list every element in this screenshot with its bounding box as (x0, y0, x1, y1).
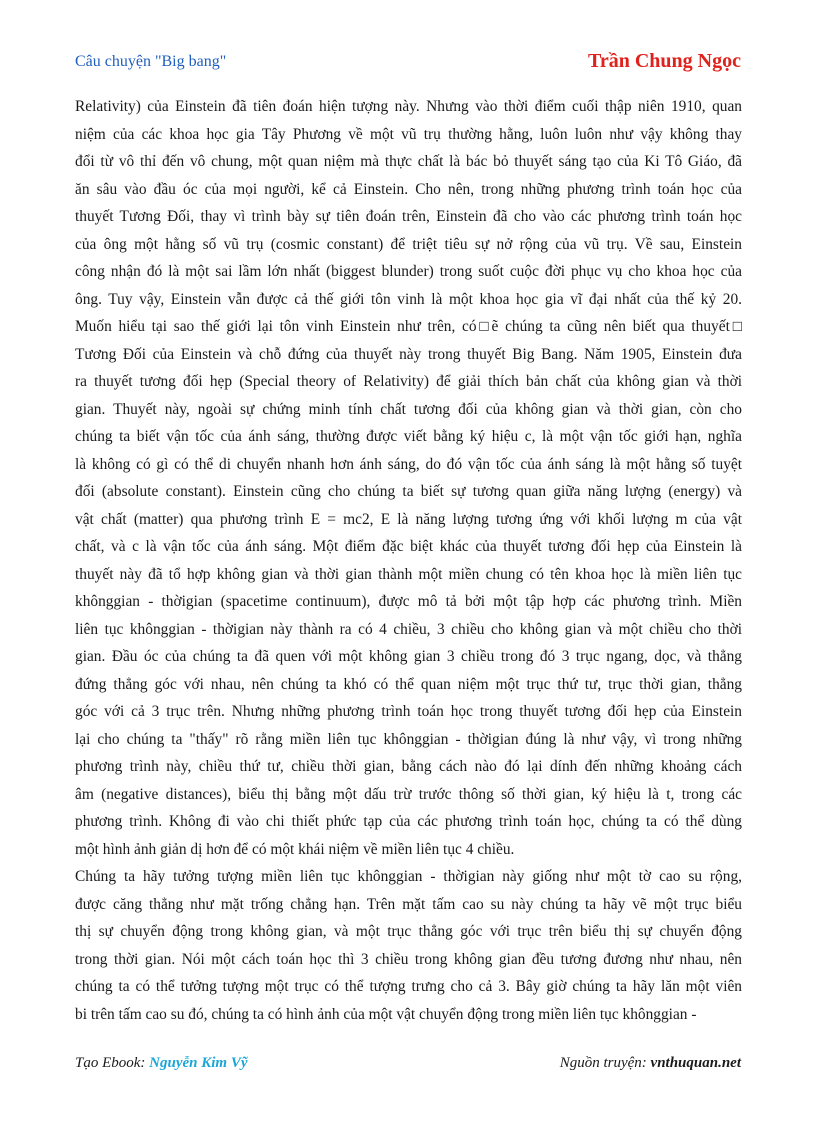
text-line: đứng thẳng góc với nhau, nên chúng ta khó có thể quan niệm một trục thứ tư, trục thời gian, thẳng (75, 675, 742, 693)
text-line: ăn sâu vào đầu óc của mọi người, kể cả Einstein. Cho nên, trong những phương trình toán học của (75, 180, 742, 198)
text-line: được căng thẳng như mặt trống chẳng hạn. Trên mặt tấm cao su này chúng ta hãy vẽ một trục biểu (75, 895, 742, 913)
text-line: trong thời gian. Nói một cách toán học thì 3 chiều trong không gian đều tương đương như nhau, nên (75, 950, 742, 968)
footer-source-label: Nguồn truyện (559, 1055, 642, 1071)
footer-source-separator: : (641, 1055, 651, 1071)
text-line: phương trình này, chiều thứ tư, chiều thời gian, bằng cách nào đó lại dính đến những khoảng cách (75, 758, 742, 775)
text-line: vật chất (matter) qua phương trình E = mc2, E là năng lượng tương ứng với khối lượng m của vật (75, 510, 742, 528)
header-title: Câu chuyện "Big bang" (75, 53, 227, 70)
text-line: chúng ta có thể tưởng tượng một trục có thể tượng trưng cho cả 3. Bây giờ chúng ta hãy lăn một viên (75, 978, 742, 995)
footer-source-credit (560, 1055, 741, 1072)
text-line: ra thuyết tương đối hẹp (Special theory of Relativity) để giải thích bản chất của không gian và thời (75, 373, 742, 390)
text-line: Relativity) của Einstein đã tiên đoán hiện tượng này. Nhưng vào thời điểm cuối thập niên 1910, quan (75, 98, 742, 115)
text-line: lại cho chúng ta "thấy" rõ rằng miền liên tục khônggian - thờigian đúng là như vậy, vì trong những (75, 730, 742, 748)
text-line: khônggian - thờigian (spacetime continuum), được mô tả bởi một tập hợp các phương trình. Miền (75, 593, 742, 610)
text-line: Muốn hiểu tại sao thế giới lại tôn vinh Einstein như trên, có□ẽ chúng ta cũng nên biết qua thuyết□ (75, 318, 742, 335)
paragraph (75, 863, 742, 1028)
text-line: chất, và c là vận tốc của ánh sáng. Một điểm đặc biệt khác của thuyết tương đối hẹp của Einstein là (75, 538, 742, 555)
footer-ebook-label: Tạo Ebook (75, 1055, 141, 1071)
text-line: thị sự chuyển động trong không gian, và một trục thẳng góc với trục trên biểu thị sự chuyển động (75, 923, 742, 940)
footer-ebook-author: Nguyễn Kim Vỹ (149, 1055, 248, 1071)
page-header (75, 50, 741, 76)
text-line: phương trình. Không đi vào chi thiết phức tạp của các phương trình toán học, chúng ta có thể dùng (75, 813, 742, 830)
footer-ebook-separator: : (140, 1055, 150, 1071)
text-line: thuyết Tương Đối, thay vì trình bày sự tiên đoán trên, Einstein đã cho vào các phương trình toán học (75, 208, 742, 225)
text-line: gian. Thuyết này, ngoài sự chứng minh tính chất tương đối của không gian và thời gian, còn cho (75, 400, 742, 418)
text-line: góc với cả 3 trục trên. Nhưng những phương trình toán học trong thuyết tương đối hẹp của Einstein (75, 703, 742, 720)
text-line: ông. Tuy vậy, Einstein vẫn được cả thế giới tôn vinh là một khoa học gia vĩ đại nhất của thế kỷ 20. (75, 290, 742, 308)
text-line: một hình ảnh giản dị hơn để có một khái niệm về miền liên tục 4 chiều. (75, 840, 515, 858)
header-author: Trần Chung Ngọc (588, 50, 741, 72)
paragraph (75, 93, 742, 863)
text-line: gian. Đầu óc của chúng ta đã quen với một không gian 3 chiều trong đó 3 trục ngang, dọc, và thẳng (75, 648, 742, 665)
footer-ebook-credit (75, 1055, 248, 1072)
text-line: công nhận đó là một sai lầm lớn nhất (biggest blunder) trong suốt cuộc đời phục vụ cho khoa học của (75, 263, 742, 280)
text-line: chúng ta biết vận tốc của ánh sáng, thường được viết bằng ký hiệu c, là một vận tốc giới hạn, nghĩa (75, 428, 742, 445)
text-line: bi trên tấm cao su đó, chúng ta có hình ảnh của một vật chuyển động trong miền liên tục khônggian - (75, 1005, 697, 1023)
text-line: của ông một hằng số vũ trụ (cosmic constant) để triệt tiêu sự nở rộng của vũ trụ. Về sau, Einstein (75, 235, 742, 253)
text-line: là không có gì có thể di chuyển nhanh hơn ánh sáng, do đó vận tốc của ánh sáng là một hằng số tuyệt (75, 455, 742, 473)
text-line: Chúng ta hãy tưởng tượng miền liên tục khônggian - thờigian này giống như một tờ cao su rộng, (75, 868, 742, 885)
text-line: niệm của các khoa học gia Tây Phương về một vũ trụ thường hằng, luôn luôn như vậy không thay (75, 125, 742, 143)
text-line: liên tục khônggian - thờigian này thành ra có 4 chiều, 3 chiều cho không gian và một chiều cho thời (75, 620, 742, 638)
text-line: âm (negative distances), biểu thị bằng một dấu trừ trước thông số thời gian, ký hiệu là t, trong các (75, 785, 742, 803)
page-footer (75, 1055, 741, 1077)
footer-source-site: vnthuquan.net (650, 1055, 741, 1071)
text-line: Tương Đối của Einstein và chỗ đứng của thuyết này trong thuyết Big Bang. Năm 1905, Einstein đưa (75, 345, 742, 363)
text-line: thuyết này đã tổ hợp không gian và thời gian thành một miền chung có tên khoa học là miền liên tục (75, 565, 742, 583)
document-body (75, 93, 742, 1028)
text-line: đổi từ vô thỉ đến vô chung, một quan niệm mà thực chất là bác bỏ thuyết sáng tạo của Ki Tô Giáo, đã (75, 153, 742, 170)
text-line: đối (absolute constant). Einstein cũng cho chúng ta biết sự tương quan giữa năng lượng (energy) và (75, 483, 742, 500)
